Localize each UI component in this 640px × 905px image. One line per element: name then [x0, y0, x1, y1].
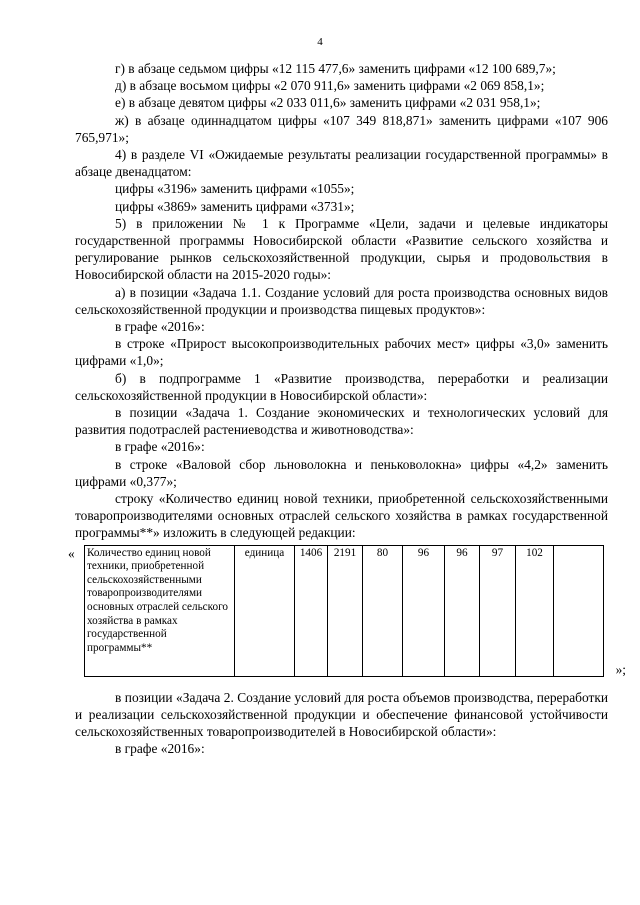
- paragraph-task-1: в позиции «Задача 1. Создание экономических и технологических условий для развития подотраслей растениеводства и животноводства»:: [75, 405, 608, 438]
- value-cell: 96: [445, 545, 480, 676]
- paragraph-task-2: в позиции «Задача 2. Создание условий для роста объемов производства, переработки и реализации сельскохозяйственной продукции и обеспечение финансовой устойчивости сельскохозяйственных товаропроизводителей в Новосибирской области»:: [75, 689, 608, 740]
- paragraph-column-2016-b: в графе «2016»:: [115, 439, 205, 455]
- document-body: [68, 60, 626, 758]
- table-row: [85, 545, 604, 676]
- quote-open: «: [68, 545, 75, 561]
- paragraph-flax-row: в строке «Валовой сбор льноволокна и пеньковолокна» цифры «4,2» заменить цифрами «0,377»;: [75, 456, 608, 489]
- paragraph-machinery-row: строку «Количество единиц новой техники, приобретенной сельскохозяйственными товаропроизводителями основных отраслей сельского хозяйства в рамках государственной программы**» изложить в следующей редакции:: [75, 491, 608, 541]
- value-cell: 96: [403, 545, 445, 676]
- amendment-table-block: [68, 545, 626, 685]
- paragraph-g: г) в абзаце седьмом цифры «12 115 477,6» заменить цифрами «12 100 689,7»;: [115, 61, 556, 76]
- unit-cell: единица: [235, 545, 295, 676]
- indicator-name-cell: Количество единиц новой техники, приобретенной сельскохозяйственными товаропроизводителями основных отраслей сельского хозяйства в рамках государственной программы**: [85, 545, 235, 676]
- paragraph-d: д) в абзаце восьмом цифры «2 070 911,6» заменить цифрами «2 069 858,1»;: [115, 78, 545, 94]
- paragraph-column-2016: в графе «2016»:: [115, 319, 205, 335]
- paragraph-e: е) в абзаце девятом цифры «2 033 011,6» заменить цифрами «2 031 958,1»;: [115, 95, 541, 111]
- value-cell: 80: [363, 545, 403, 676]
- quote-close: »;: [615, 662, 626, 678]
- value-cell: 1406: [295, 545, 328, 676]
- page-number: 4: [317, 36, 323, 48]
- value-cell: 97: [480, 545, 516, 676]
- value-cell: 102: [516, 545, 554, 676]
- paragraph-item-4: 4) в разделе VI «Ожидаемые результаты реализации государственной программы» в абзаце двенадцатом:: [75, 147, 608, 180]
- paragraph-column-2016-c: в графе «2016»:: [115, 741, 205, 757]
- paragraph-digits-3869: цифры «3869» заменить цифрами «3731»;: [115, 198, 355, 214]
- paragraph-digits-3196: цифры «3196» заменить цифрами «1055»;: [115, 181, 355, 197]
- amendment-table: [84, 545, 604, 677]
- paragraph-jobs-row: в строке «Прирост высокопроизводительных рабочих мест» цифры «3,0» заменить цифрами «1,0»;: [75, 336, 608, 369]
- paragraph-zh: ж) в абзаце одиннадцатом цифры «107 349 818,871» заменить цифрами «107 906 765,971»;: [75, 112, 608, 145]
- value-cell: [554, 545, 604, 676]
- paragraph-task-1-1: а) в позиции «Задача 1.1. Создание условий для роста производства основных видов сельскохозяйственной продукции и производства пищевых продуктов»:: [75, 284, 608, 317]
- value-cell: 2191: [328, 545, 363, 676]
- paragraph-subprogram-1: б) в подпрограмме 1 «Развитие производства, переработки и реализации сельскохозяйственной продукции в Новосибирской области»:: [75, 370, 608, 403]
- paragraph-item-5: 5) в приложении № 1 к Программе «Цели, задачи и целевые индикаторы государственной программы Новосибирской области «Развитие сельского хозяйства и регулирование рынков сельскохозяйственной продукции, сырья и продовольствия в Новосибирской области на 2015-2020 годы»:: [75, 215, 608, 283]
